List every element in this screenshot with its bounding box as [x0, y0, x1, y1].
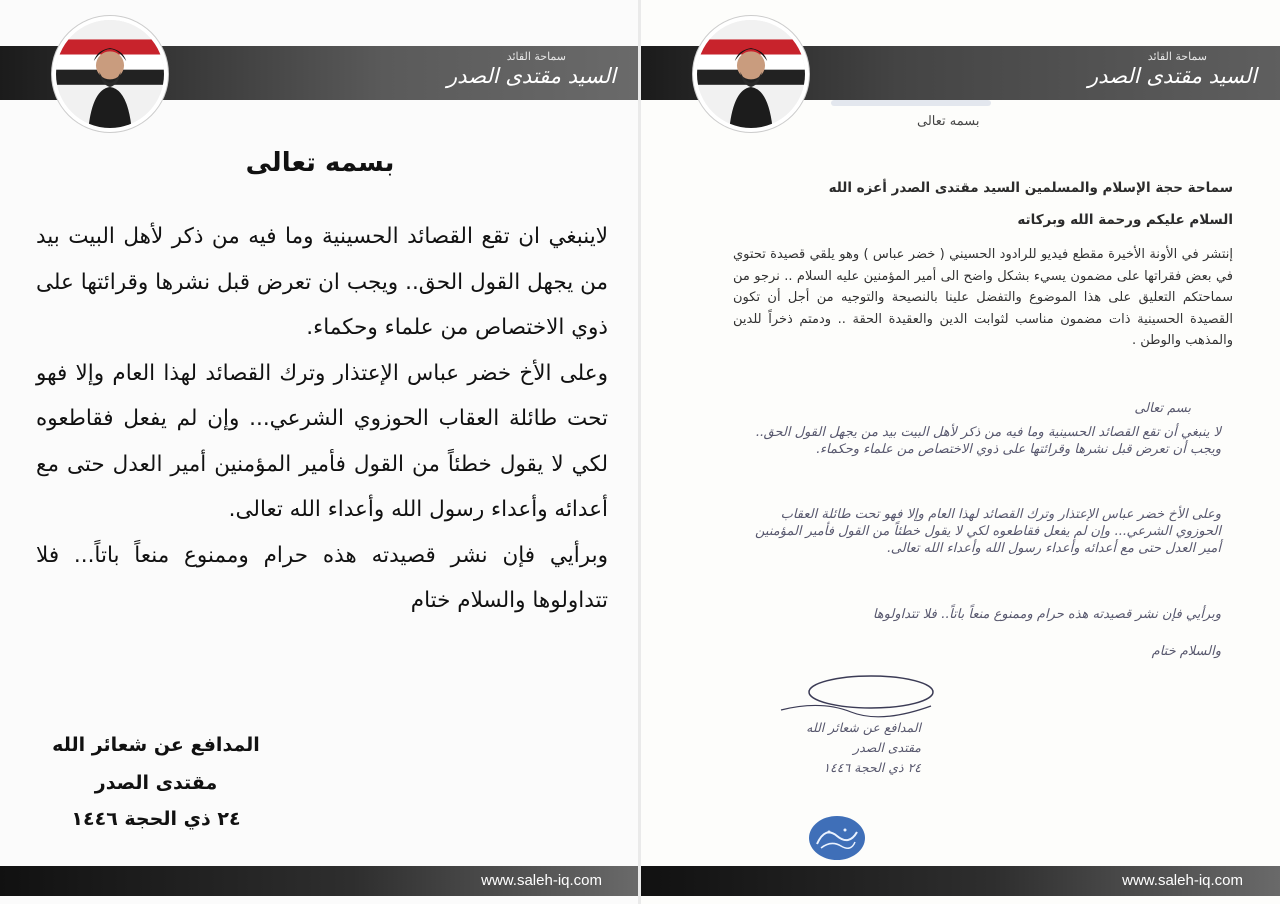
brand-logo-top: سماحة القائد [1147, 50, 1207, 63]
signature-date: ٢٤ ذي الحجة ١٤٤٦ [71, 808, 241, 830]
handwritten-paragraph: وعلى الأخ خضر عباس الإعتذار وترك القصائد لهذا العام وإلا فهو تحت طائلة العقاب الحوزوي الشرعي... وإن لم يفعل فقاطعوه لكي لا يقول خطئاً من القول فأمير المؤمنين أمير العدل حتى مع أعدائه وأعداء رسول الله وأعداء الله تعالى. [755, 507, 1221, 556]
brand-logo [446, 50, 616, 98]
letter-page [641, 0, 1280, 904]
handwritten-basmala: بسم تعالى [1134, 401, 1191, 416]
footer-website-link[interactable]: www.saleh-iq.com [1122, 872, 1243, 889]
portrait-image [56, 20, 164, 128]
portrait-avatar [693, 16, 809, 132]
handwritten-signature-block [806, 718, 921, 778]
brand-logo-main: السيد مقتدى الصدر [1088, 64, 1257, 88]
signature-name: مقتدى الصدر [94, 772, 218, 794]
portrait-image [697, 20, 805, 128]
statement-paragraph: لاينبغي ان تقع القصائد الحسينية وما فيه من ذكر لأهل البيت بيد من يجهل القول الحق.. ويجب ان تعرض قبل نشرها وقرائتها على ذوي الاختصاص من علماء وحكماء. [36, 224, 608, 340]
letterhead-fade [831, 100, 991, 106]
letter-greeting: السلام عليكم ورحمة الله وبركاته [1017, 212, 1233, 228]
statement-title: بسمه تعالى [245, 148, 395, 178]
statement-paragraph: وعلى الأخ خضر عباس الإعتذار وترك القصائد لهذا العام وإلا فهو تحت طائلة العقاب الحوزوي الشرعي... وإن لم يفعل فقاطعوه لكي لا يقول خطئاً من القول فأمير المؤمنين أمير العدل حتى مع أعدائه وأعداء رسول الله وأعداء الله تعالى. [36, 360, 608, 522]
official-seal [809, 816, 865, 860]
handwritten-signature-title: المدافع عن شعائر الله [806, 720, 921, 735]
letter-body: إنتشر في الأونة الأخيرة مقطع فيديو للرادود الحسيني ( خضر عباس ) وهو يلقي قصيدة تحتوي في بعض فقراتها على مضمون يسيء بشكل واضح الى أمير المؤمنين عليه السلام .. نرجو من سماحتكم التعليق على هذا الموضوع والتفضل علينا بالنصيحة والتوجيه من أجل أن تكون القصيدة الحسينية ذات مضمون مناسب لثوابت الدين والعقيدة الحقة .. ودمتم ذخراً للدين والمذهب والوطن . [733, 247, 1233, 348]
handwritten-signature-date: ٢٤ ذي الحجة ١٤٤٦ [823, 760, 921, 775]
signature-title: المدافع عن شعائر الله [52, 734, 260, 756]
handwritten-closing: والسلام ختام [1151, 644, 1221, 659]
statement-body [36, 214, 608, 624]
brand-logo-main: السيد مقتدى الصدر [447, 64, 616, 88]
footer-band [641, 866, 1280, 896]
letter-addressee: سماحة حجة الإسلام والمسلمين السيد مقتدى الصدر أعزه الله [828, 180, 1233, 196]
brand-logo [1087, 50, 1257, 98]
handwritten-paragraph: لا ينبغي أن تقع القصائد الحسينية وما فيه من ذكر لأهل البيت بيد من يجهل القول الحق.. ويجب أن تعرض قبل نشرها وقرائتها على ذوي الاختصاص من علماء وحكماء. [755, 425, 1221, 457]
seal-calligraphy-icon [811, 818, 863, 858]
letter-basmala: بسمه تعالى [917, 114, 980, 129]
footer-website-link[interactable]: www.saleh-iq.com [481, 872, 602, 889]
footer-band [0, 866, 640, 896]
brand-logo-top: سماحة القائد [506, 50, 566, 63]
handwritten-paragraph: وبرأيي فإن نشر قصيدته هذه حرام وممنوع منعاً باتاً.. فلا تتداولوها [872, 607, 1221, 622]
statement-paragraph: وبرأيي فإن نشر قصيدته هذه حرام وممنوع منعاً باتاً... فلا تتداولوها والسلام ختام [36, 542, 608, 613]
handwritten-signature-name: مقتدى الصدر [853, 740, 921, 755]
portrait-avatar [52, 16, 168, 132]
